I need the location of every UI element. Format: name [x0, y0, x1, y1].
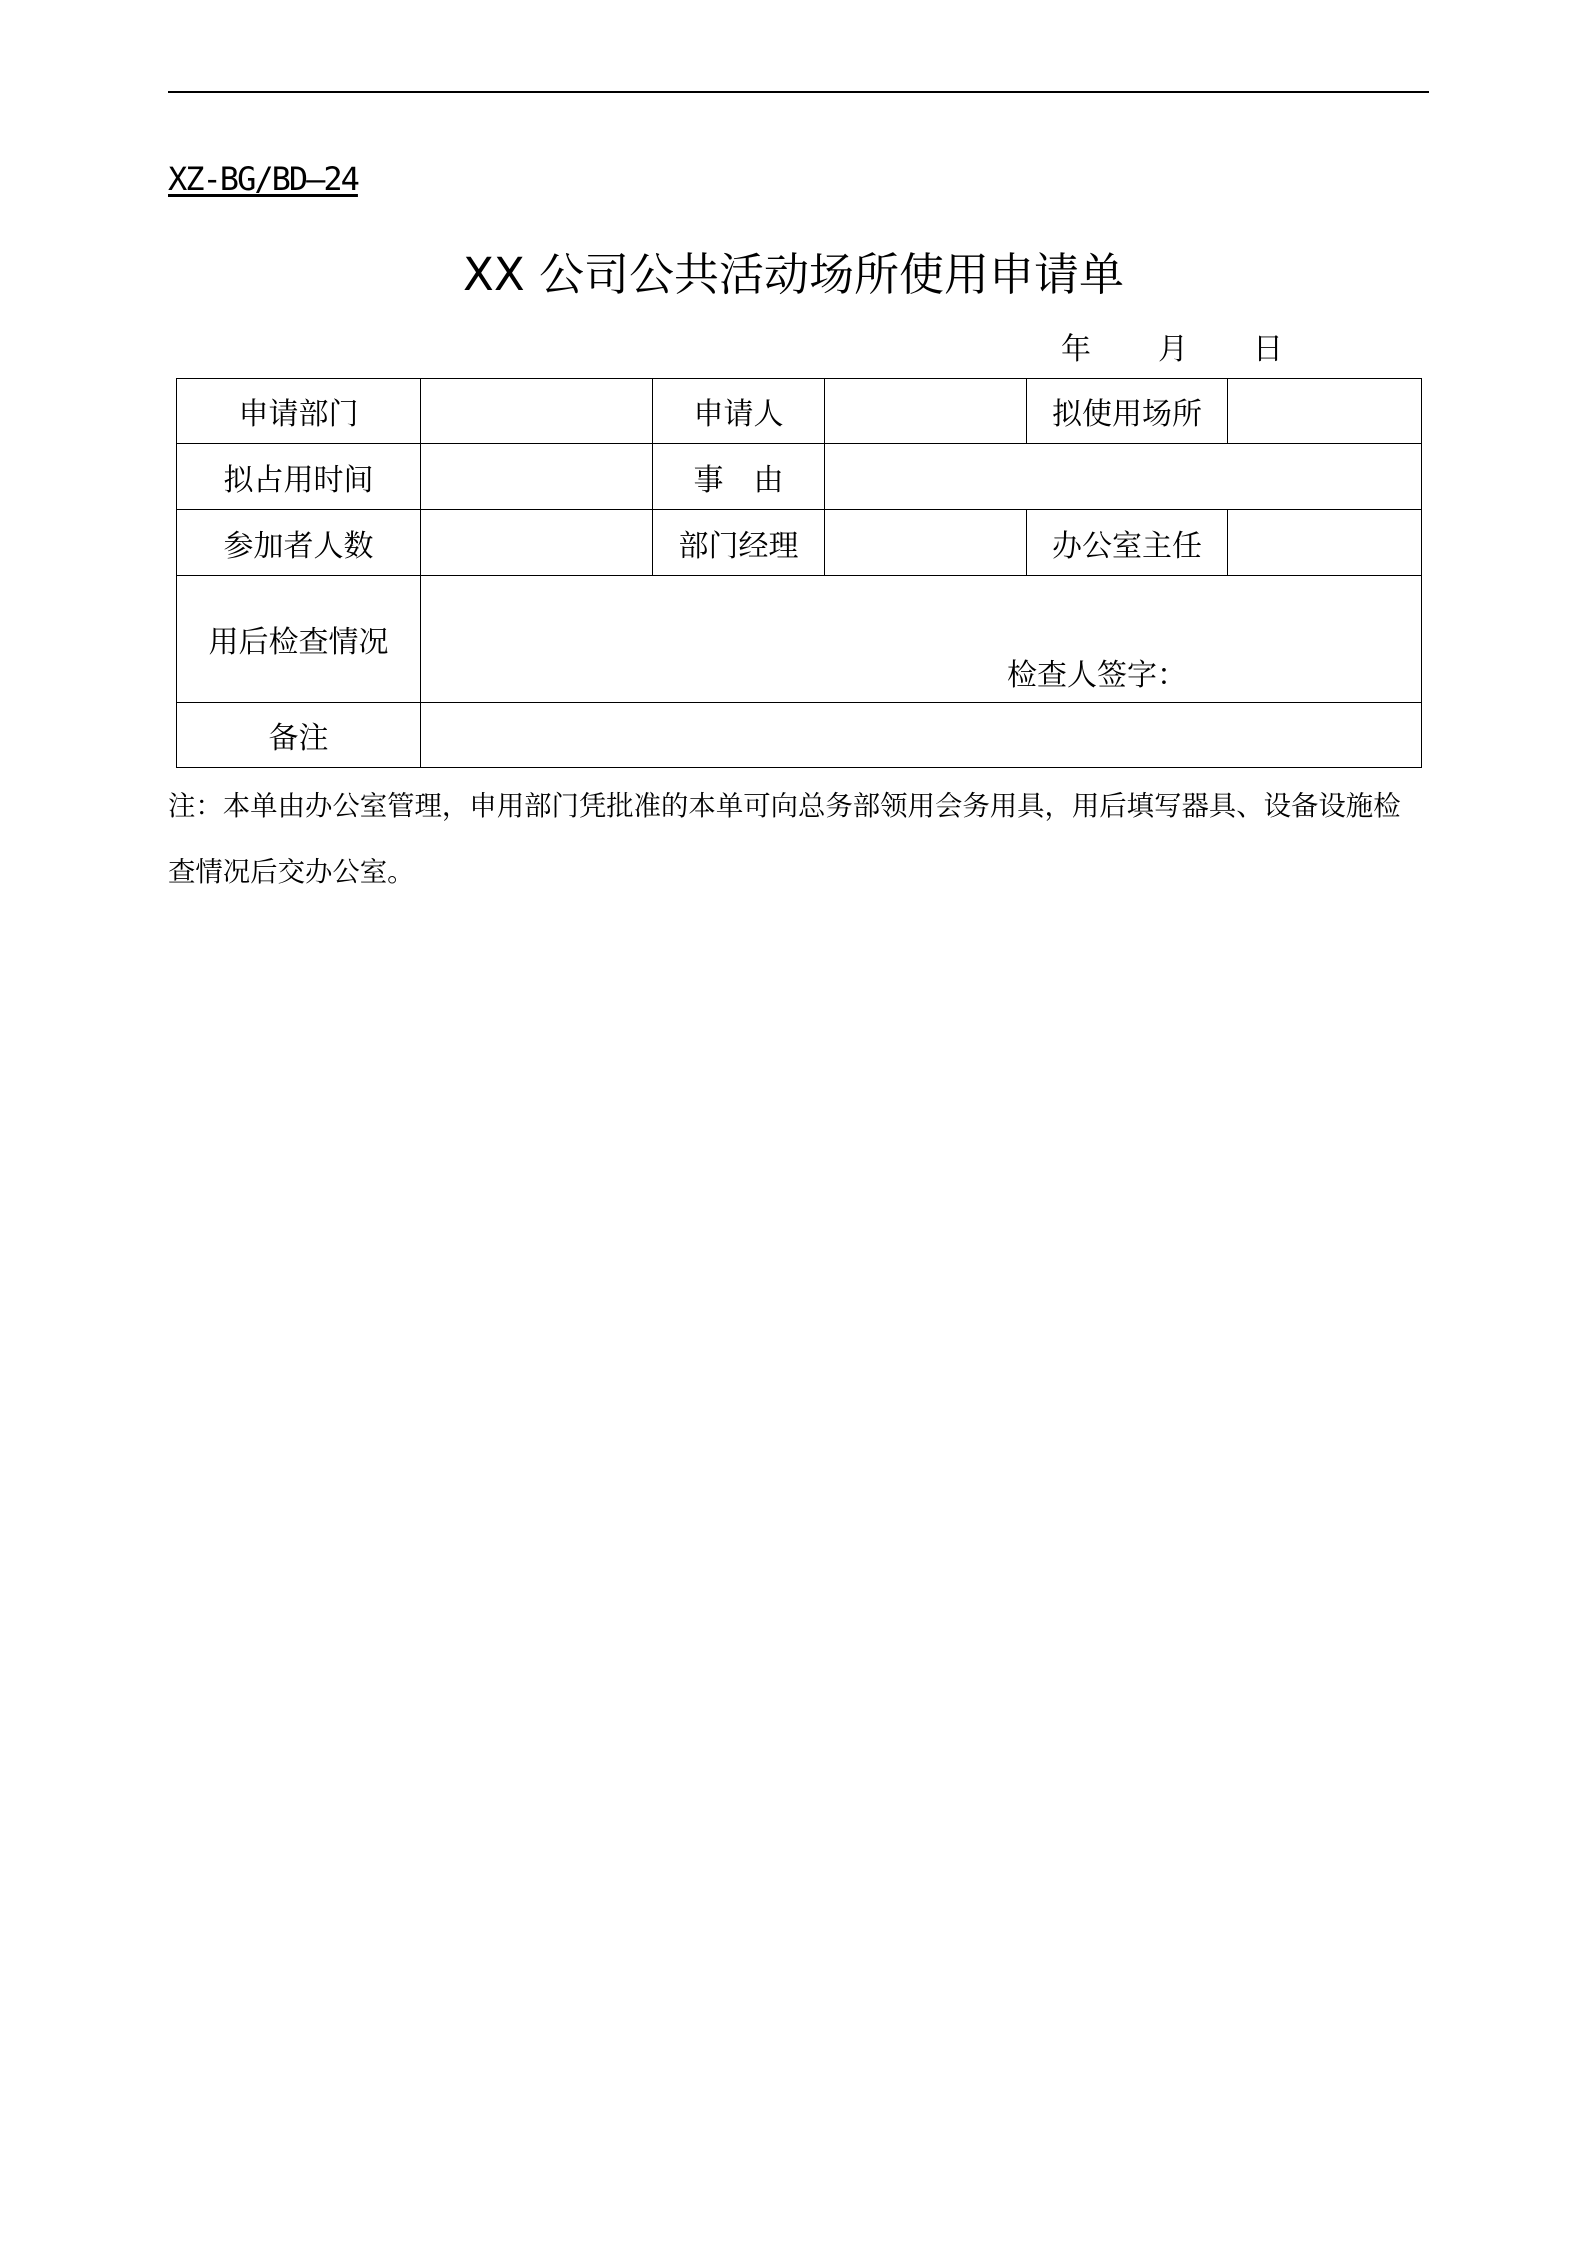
- participants-field[interactable]: [421, 510, 653, 576]
- time-label: 拟占用时间: [177, 444, 421, 510]
- participants-label: 参加者人数: [177, 510, 421, 576]
- document-code: XZ-BG/BD—24: [168, 160, 358, 198]
- dept-manager-label: 部门经理: [653, 510, 825, 576]
- date-month-label: 月: [1158, 332, 1188, 367]
- inspection-label: 用后检查情况: [177, 576, 421, 703]
- apply-dept-field[interactable]: [421, 379, 653, 444]
- application-form-table: [176, 378, 1422, 768]
- office-director-label: 办公室主任: [1027, 510, 1228, 576]
- office-director-field[interactable]: [1228, 510, 1422, 576]
- remarks-field[interactable]: [421, 703, 1422, 768]
- page-title: XX 公司公共活动场所使用申请单: [463, 248, 1124, 301]
- date-year-label: 年: [1061, 332, 1091, 367]
- reason-field[interactable]: [825, 444, 1422, 510]
- note-line-2: 查情况后交办公室。: [168, 857, 415, 888]
- inspector-sign-label: 检查人签字：: [1007, 658, 1187, 693]
- venue-field[interactable]: [1228, 379, 1422, 444]
- time-field[interactable]: [421, 444, 653, 510]
- venue-label: 拟使用场所: [1027, 379, 1228, 444]
- remarks-label: 备注: [177, 703, 421, 768]
- note-line-1: 注：本单由办公室管理，申用部门凭批准的本单可向总务部领用会务用具，用后填写器具、设备设施检: [168, 791, 1401, 822]
- apply-dept-label: 申请部门: [177, 379, 421, 444]
- applicant-field[interactable]: [825, 379, 1027, 444]
- reason-label: 事 由: [653, 444, 825, 510]
- inspection-field[interactable]: [421, 576, 1422, 703]
- header-rule: [168, 91, 1429, 93]
- dept-manager-field[interactable]: [825, 510, 1027, 576]
- applicant-label: 申请人: [653, 379, 825, 444]
- date-day-label: 日: [1253, 332, 1283, 367]
